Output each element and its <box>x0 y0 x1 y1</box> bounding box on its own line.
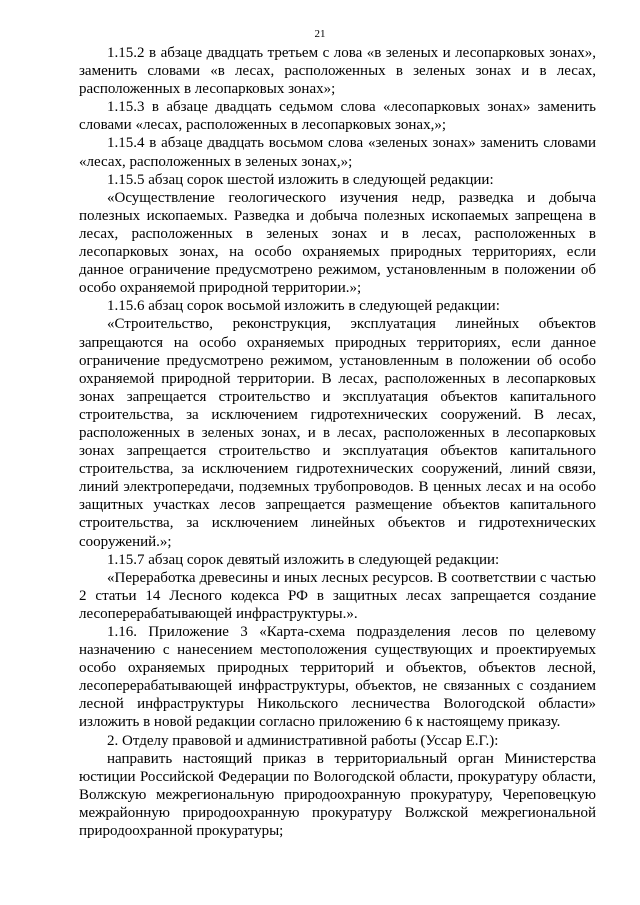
paragraph-2: 2. Отделу правовой и административной работы (Уссар Е.Г.): <box>107 732 499 749</box>
paragraph-quote-wood-processing: «Переработка древесины и иных лесных ресурсов. В соответствии с частью 2 статьи 14 Лесного кодекса РФ в защитных лесах запрещается создание лесоперерабатывающей инфраструктуры.». <box>79 569 596 622</box>
paragraph-1-15-4: 1.15.4 в абзаце двадцать восьмом слова «зеленых зонах» заменить словами «лесах, расположенных в зеленых зонах,»; <box>79 135 596 170</box>
paragraph-1-15-5: 1.15.5 абзац сорок шестой изложить в следующей редакции: <box>107 171 494 188</box>
paragraph-quote-construction: «Строительство, реконструкция, эксплуатация линейных объектов запрещаются на особо охраняемых природных территориях, если данное ограничение предусмотрено режимом, установленным в положении об особо охраняемой природной территории. В лесах, расположенных в лесопарковых зонах запрещается строительство и эксплуатация объектов капитального строительства, за исключением гидротехнических сооружений. В лесах, расположенных в зеленых зонах, и в лесах, расположенных в лесопарковых зонах запрещается строительство и эксплуатация объектов капитального строительства, за исключением гидротехнических сооружений, линий связи, линий электропередачи, подземных трубопроводов. В ценных лесах и на особо защитных участках лесов запрещается размещение объектов капитального строительства, за исключением линейных объектов и гидротехнических сооружений.»; <box>79 316 596 550</box>
paragraph-send-order: направить настоящий приказ в территориальный орган Министерства юстиции Российской Федерации по Вологодской области, прокуратуру области, Волжскую межрегиональную природоохранную прокуратуру, Череповецкую межрайонную природоохранную прокуратуру Волжской межрегиональной природоохранной прокуратуры; <box>79 750 596 840</box>
paragraph-1-15-2: 1.15.2 в абзаце двадцать третьем с лова «в зеленых и лесопарковых зонах», заменить словами «в лесах, расположенных в зеленых зонах и в лесах, расположенных в лесопарковых зонах»; <box>79 45 596 98</box>
paragraph-1-15-6: 1.15.6 абзац сорок восьмой изложить в следующей редакции: <box>107 298 500 315</box>
paragraph-quote-geology: «Осуществление геологического изучения недр, разведка и добыча полезных ископаемых. Разведка и добыча полезных ископаемых запрещена в лесах, расположенных в зеленых зонах и в лесах, расположенных в лесопарковых зонах, на особо охраняемых природных территориях, если данное ограничение предусмотрено режимом, установленным в положении об особо охраняемой природной территории.»; <box>79 189 596 297</box>
paragraph-1-15-7: 1.15.7 абзац сорок девятый изложить в следующей редакции: <box>107 551 500 568</box>
paragraph-1-15-3: 1.15.3 в абзаце двадцать седьмом слова «лесопарковых зонах» заменить словами «лесах, расположенных в лесопарковых зонах,»; <box>79 99 596 134</box>
page-number: 21 <box>314 28 326 40</box>
document-body <box>79 44 596 840</box>
paragraph-1-16: 1.16. Приложение 3 «Карта-схема подразделения лесов по целевому назначению с нанесением местоположения существующих и проектируемых особо охраняемых природных территорий и объектов, объектов лесной, лесоперерабатывающей инфраструктуры, объектов, не связанных с созданием лесной инфраструктуры Никольского лесничества Вологодской области» изложить в новой редакции согласно приложению 6 к настоящему приказу. <box>79 624 596 731</box>
